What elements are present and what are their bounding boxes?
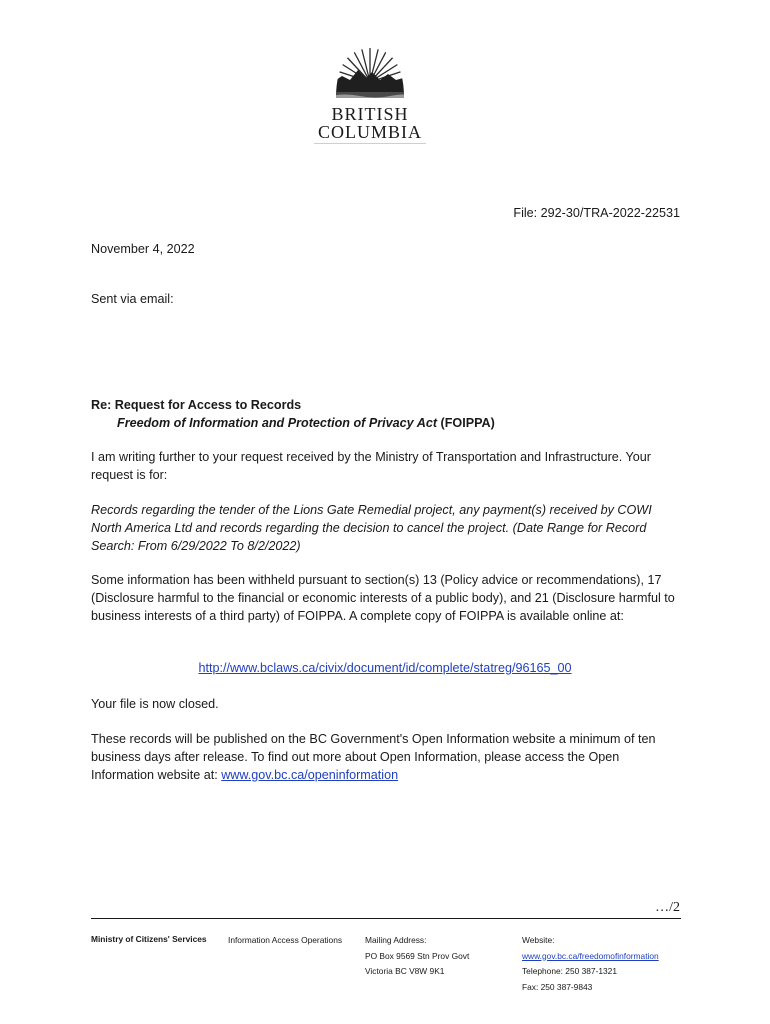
website-link[interactable]: www.gov.bc.ca/freedomofinformation <box>522 950 659 961</box>
mailing-line1: PO Box 9569 Stn Prov Govt <box>365 950 470 961</box>
act-abbreviation: (FOIPPA) <box>437 416 495 430</box>
subject-act <box>117 414 495 432</box>
logo-wordmark-line2: COLUMBIA <box>317 122 422 142</box>
footer-branch: Information Access Operations <box>228 935 343 945</box>
bc-logo-emblem <box>300 42 440 104</box>
file-closed-paragraph: Your file is now closed. <box>91 697 219 711</box>
telephone: Telephone: 250 387-1321 <box>522 966 617 976</box>
foippa-link-row <box>0 659 770 677</box>
request-text: Records regarding the tender of the Lions Gate Remedial project, any payment(s) received by COWI North America Ltd and records regarding the decision to cancel the project. (Date Range for Record Search: From 6/29/2022 To 8/2/2022) <box>91 503 652 553</box>
file-reference: File: 292-30/TRA-2022-22531 <box>513 206 680 220</box>
open-information-paragraph <box>91 730 683 784</box>
intro-paragraph: I am writing further to your request received by the Ministry of Transportation and Infrastructure. Your request is for: <box>91 450 651 482</box>
logo-rule <box>314 143 426 144</box>
sent-via-label: Sent via email: <box>91 292 174 306</box>
footer-website <box>522 933 659 995</box>
letter-date: November 4, 2022 <box>91 242 195 256</box>
mailing-line2: Victoria BC V8W 9K1 <box>365 966 445 976</box>
subject-line: Re: Request for Access to Records <box>91 398 302 412</box>
page-continuation: …/2 <box>655 900 680 915</box>
footer-divider <box>91 918 681 919</box>
footer-mailing-address <box>365 933 469 980</box>
footer-ministry: Ministry of Citizens' Services <box>91 934 207 944</box>
mailing-label: Mailing Address: <box>365 935 427 945</box>
logo-wordmark-line1: BRITISH <box>331 104 409 124</box>
withheld-paragraph: Some information has been withheld pursuant to section(s) 13 (Policy advice or recommendations), 17 (Disclosure harmful to the financial or economic interests of a public body), and 21 (Disclosure harmful to business interests of a third party) of FOIPPA. A complete copy of FOIPPA is available online at: <box>91 573 675 623</box>
fax: Fax: 250 387-9843 <box>522 981 593 992</box>
open-information-link[interactable]: www.gov.bc.ca/openinformation <box>221 768 399 782</box>
foippa-link[interactable]: http://www.bclaws.ca/civix/document/id/complete/statreg/96165_00 <box>198 661 572 675</box>
open-information-text: These records will be published on the BC Government's Open Information website a minimum of ten business days after release. To find out more about Open Information, please access the Open Information website at: <box>91 732 656 782</box>
website-label: Website: <box>522 935 555 945</box>
bc-logo <box>300 42 440 152</box>
act-name: Freedom of Information and Protection of Privacy Act <box>117 416 438 430</box>
